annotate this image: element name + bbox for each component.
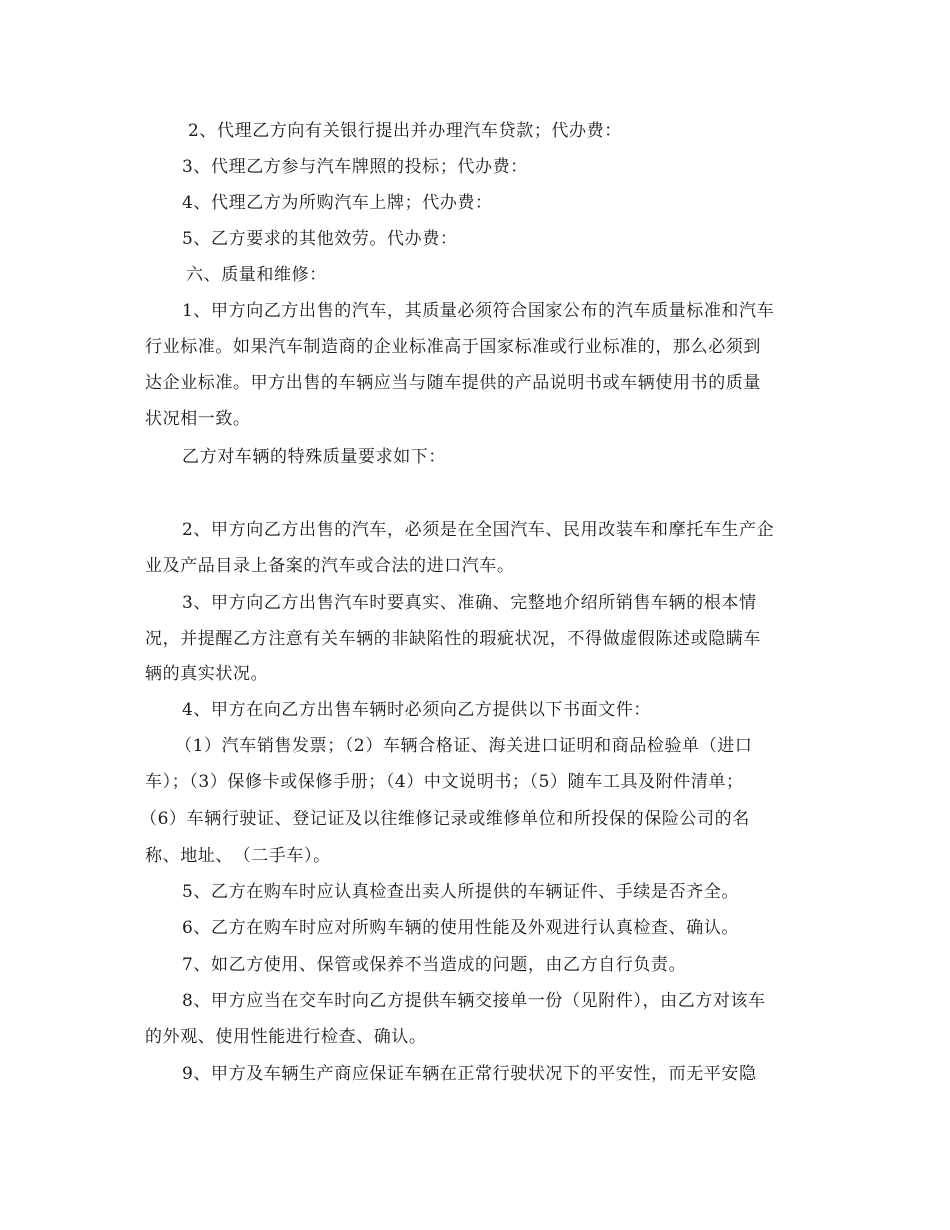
quality-clause-1-line-4: 状况相一致。 <box>145 409 251 429</box>
quality-clause-8-line-1: 8、甲方应当在交车时向乙方提供车辆交接单一份（见附件），由乙方对该车 <box>182 991 766 1011</box>
clause-agent-registration: 4、代理乙方为所购汽车上牌；代办费： <box>182 193 493 213</box>
section-heading-quality-repair: 六、质量和维修： <box>186 265 327 285</box>
quality-clause-4-line-1: 4、甲方在向乙方出售车辆时必须向乙方提供以下书面文件： <box>182 700 652 720</box>
clause-agent-plate-bid: 3、代理乙方参与汽车牌照的投标；代办费： <box>182 157 528 177</box>
quality-clause-1-line-3: 达企业标准。甲方出售的车辆应当与随车提供的产品说明书或车辆使用书的质量 <box>145 373 761 393</box>
quality-clause-2-line-2: 业及产品目录上备案的汽车或合法的进口汽车。 <box>145 556 515 576</box>
quality-clause-7: 7、如乙方使用、保管或保养不当造成的问题，由乙方自行负责。 <box>182 955 687 975</box>
clause-other-services: 5、乙方要求的其他效劳。代办费： <box>182 229 458 249</box>
documents-list-line-3: （6）车辆行驶证、登记证及以往维修记录或维修单位和所投保的保险公司的名 <box>140 809 750 829</box>
clause-agent-loan: 2、代理乙方向有关银行提出并办理汽车贷款；代办费： <box>188 121 622 141</box>
quality-clause-1-line-2: 行业标准。如果汽车制造商的企业标准高于国家标准或行业标准的，那么必须到 <box>145 337 761 357</box>
documents-list-line-4: 称、地址、 （二手车）。 <box>145 846 331 866</box>
quality-clause-3-line-1: 3、甲方向乙方出售汽车时要真实、准确、完整地介绍所销售车辆的根本情 <box>182 593 757 613</box>
quality-clause-1-line-1: 1、甲方向乙方出售的汽车，其质量必须符合国家公布的汽车质量标准和汽车 <box>182 301 775 321</box>
quality-clause-3-line-3: 辆的真实状况。 <box>145 664 269 684</box>
quality-clause-9-line-1: 9、甲方及车辆生产商应保证车辆在正常行驶状况下的平安性，而无平安隐 <box>182 1064 757 1084</box>
documents-list-line-2: 车）；（3）保修卡或保修手册；（4）中文说明书；（5）随车工具及附件清单； <box>145 772 744 792</box>
documents-list-line-1: （1）汽车销售发票；（2）车辆合格证、海关进口证明和商品检验单（进口 <box>175 736 753 756</box>
special-quality-requirements: 乙方对车辆的特殊质量要求如下： <box>182 447 446 467</box>
quality-clause-2-line-1: 2、甲方向乙方出售的汽车，必须是在全国汽车、民用改装车和摩托车生产企 <box>182 520 775 540</box>
quality-clause-3-line-2: 况，并提醒乙方注意有关车辆的非缺陷性的瑕疵状况，不得做虚假陈述或隐瞒车 <box>145 629 761 649</box>
quality-clause-5: 5、乙方在购车时应认真检查出卖人所提供的车辆证件、手续是否齐全。 <box>182 882 740 902</box>
quality-clause-6: 6、乙方在购车时应对所购车辆的使用性能及外观进行认真检查、确认。 <box>182 918 740 938</box>
quality-clause-8-line-2: 的外观、使用性能进行检查、确认。 <box>145 1027 427 1047</box>
